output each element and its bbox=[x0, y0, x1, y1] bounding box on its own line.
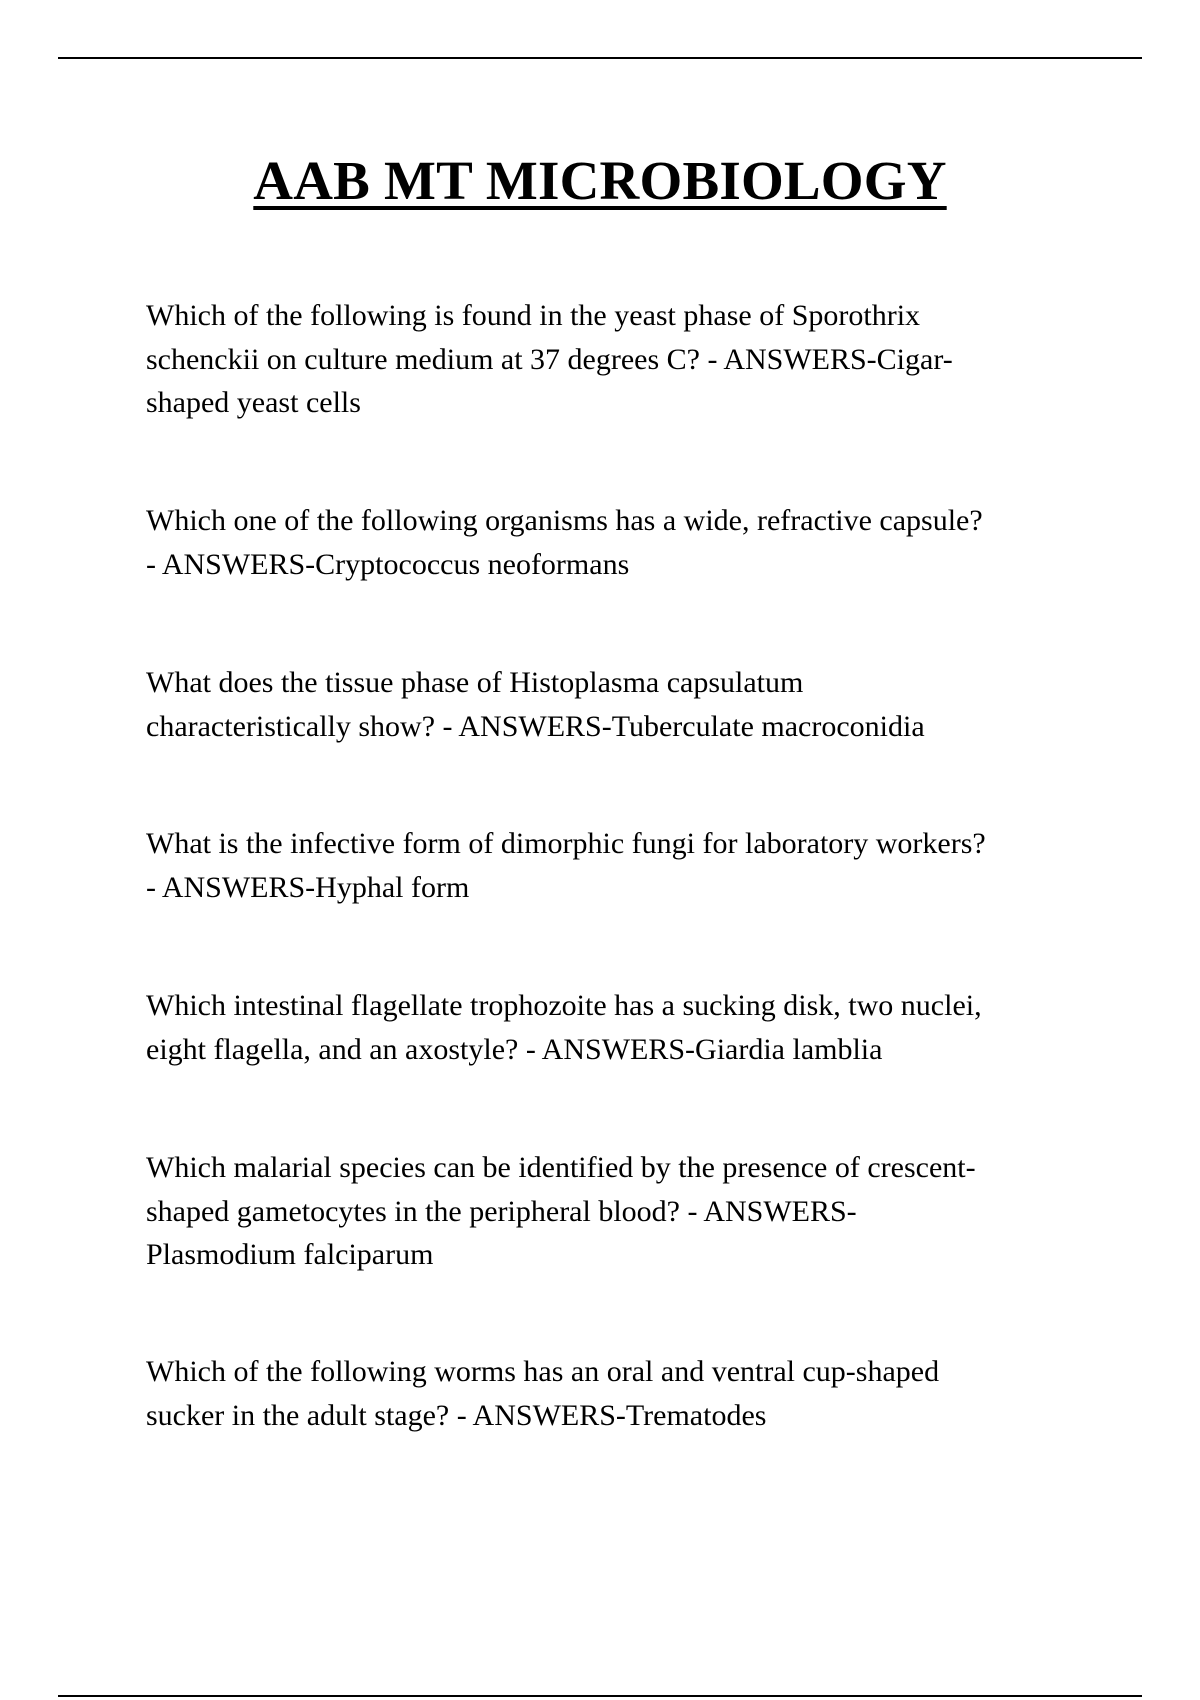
qa-item-1: Which of the following is found in the yeast phase of Sporothrix schenckii on culture medium at 37 degrees C? - ANSWERS-Cigar- shaped yeast cells bbox=[146, 299, 953, 419]
qa-item-4: What is the infective form of dimorphic fungi for laboratory workers? - ANSWERS-Hyphal form bbox=[146, 827, 986, 904]
qa-item-3: What does the tissue phase of Histoplasma capsulatum characteristically show? - ANSWERS-Tuberculate macroconidia bbox=[146, 666, 925, 743]
qa-item-5: Which intestinal flagellate trophozoite has a sucking disk, two nuclei, eight flagella, and an axostyle? - ANSWERS-Giardia lamblia bbox=[146, 989, 982, 1066]
page-title: AAB MT MICROBIOLOGY bbox=[253, 150, 947, 211]
qa-item-7: Which of the following worms has an oral and ventral cup-shaped sucker in the adult stage? - ANSWERS-Trematodes bbox=[146, 1355, 940, 1432]
bottom-rule bbox=[58, 1695, 1142, 1697]
top-rule bbox=[58, 57, 1142, 59]
qa-item-6: Which malarial species can be identified by the presence of crescent- shaped gametocytes in the peripheral blood? - ANSWERS- Plasmodium falciparum bbox=[146, 1151, 976, 1271]
qa-item-2: Which one of the following organisms has a wide, refractive capsule? - ANSWERS-Cryptococcus neoformans bbox=[146, 504, 983, 581]
